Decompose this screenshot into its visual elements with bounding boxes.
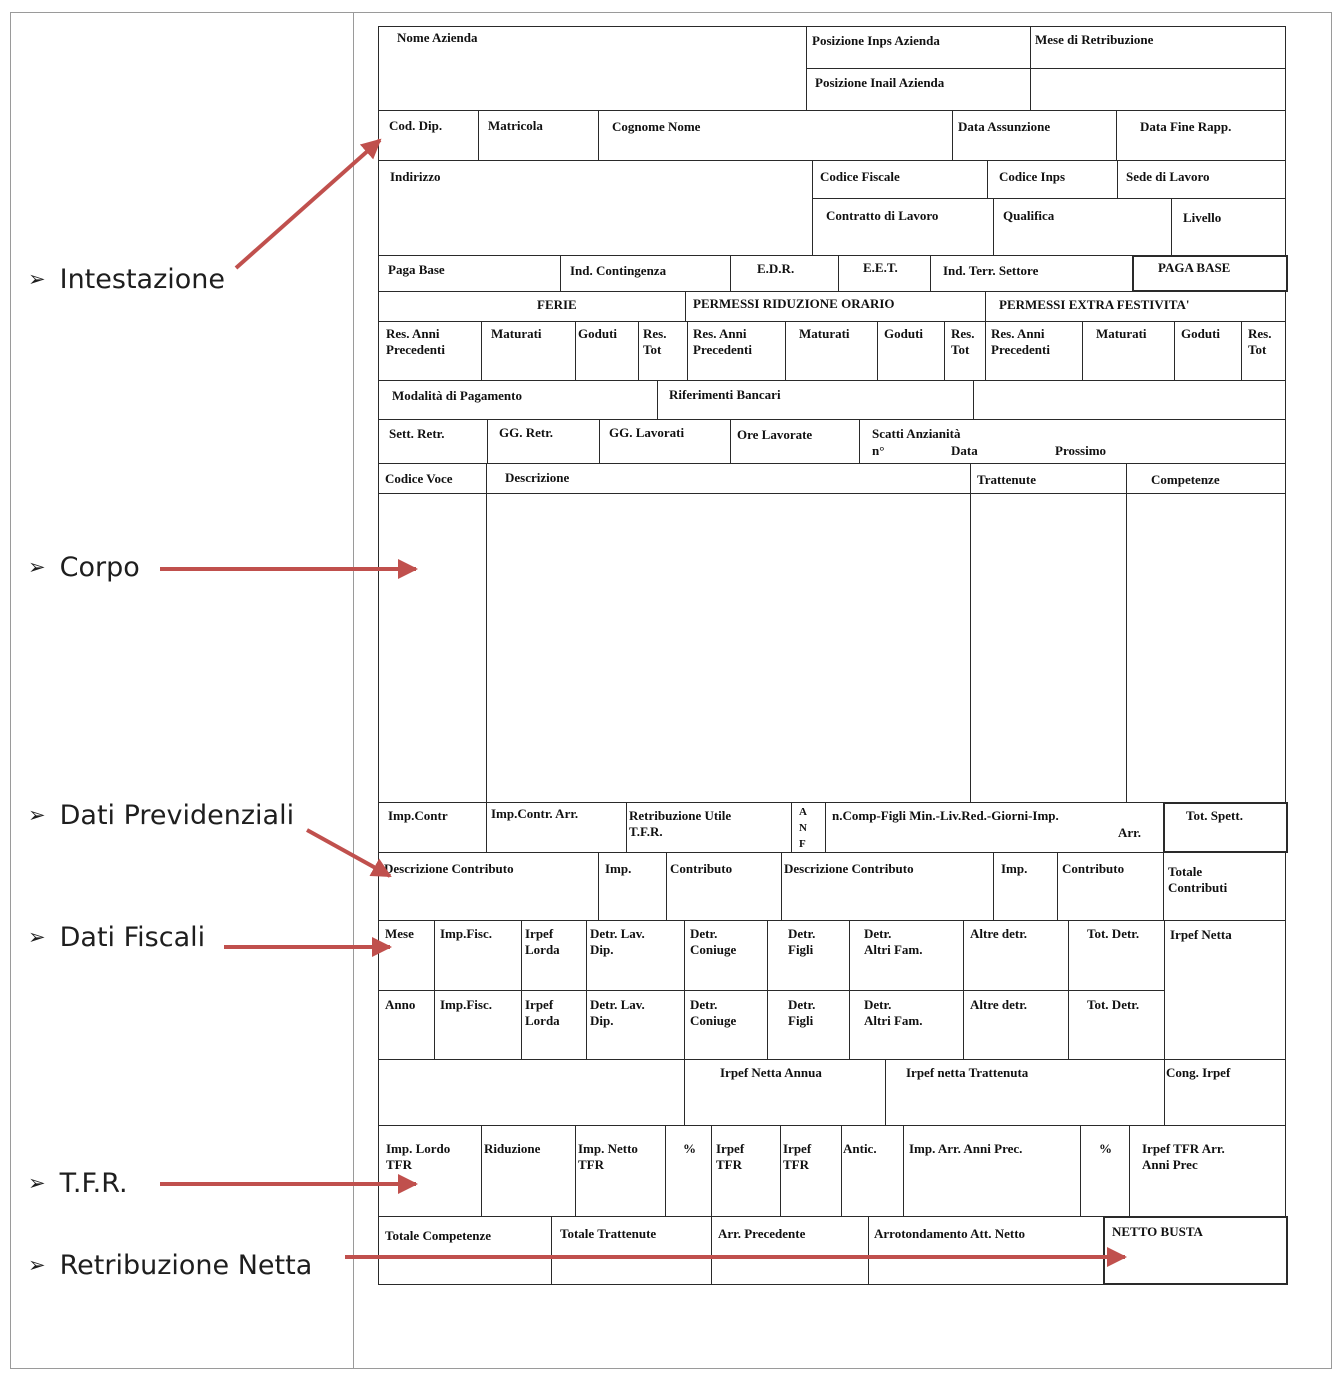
imp-contr-arr-label: Imp.Contr. Arr. bbox=[491, 806, 579, 821]
bullet-icon: ➢ bbox=[28, 267, 46, 291]
contratto-label: Contratto di Lavoro bbox=[826, 208, 939, 223]
fisc-anno-label-2: Irpef Lorda bbox=[525, 997, 560, 1028]
label-text: Retribuzione Netta bbox=[59, 1250, 313, 1281]
ferie-sub-label-4: Res. Anni Precedenti bbox=[693, 326, 752, 357]
fisc-mese-label-4: Detr. Coniuge bbox=[690, 926, 737, 957]
totale-competenze-label: Totale Competenze bbox=[385, 1228, 492, 1243]
ferie-sub-label-2: Goduti bbox=[578, 326, 618, 341]
ferie-sub-label-10: Goduti bbox=[1181, 326, 1221, 341]
label-text: Dati Fiscali bbox=[59, 922, 206, 953]
fisc-mese-label-6: Detr. Altri Fam. bbox=[864, 926, 923, 957]
ferie-sub-label-1: Maturati bbox=[491, 326, 542, 341]
arrotondamento-label: Arrotondamento Att. Netto bbox=[874, 1226, 1026, 1241]
arrow-dati-previdenziali bbox=[307, 830, 390, 876]
fisc-anno-label-8: Tot. Detr. bbox=[1087, 997, 1140, 1012]
arrow-intestazione bbox=[236, 140, 380, 268]
fisc-mese-label-3: Detr. Lav. Dip. bbox=[590, 926, 645, 957]
posizione-inps-label: Posizione Inps Azienda bbox=[812, 33, 940, 48]
ferie-sub-label-3: Res. Tot bbox=[643, 326, 667, 357]
paga-base-label: Paga Base bbox=[388, 262, 445, 277]
fisc-anno-label-1: Imp.Fisc. bbox=[440, 997, 492, 1012]
tfr-label-3: % bbox=[683, 1141, 696, 1156]
competenze-label: Competenze bbox=[1151, 472, 1220, 487]
fisc-anno-label-5: Detr. Figli bbox=[788, 997, 816, 1028]
tfr-label-1: Riduzione bbox=[484, 1141, 541, 1156]
cong-irpef-label: Cong. Irpef bbox=[1166, 1065, 1231, 1080]
anf-label: A N F bbox=[799, 806, 807, 850]
sett-retr-label: Sett. Retr. bbox=[389, 426, 445, 441]
label-text: Dati Previdenziali bbox=[59, 800, 295, 831]
bullet-icon: ➢ bbox=[28, 1253, 46, 1277]
totale-trattenute-label: Totale Trattenute bbox=[560, 1226, 657, 1241]
fisc-mese-label-0: Mese bbox=[385, 926, 414, 941]
imp-label-1: Imp. bbox=[605, 861, 632, 876]
ferie-sub-label-9: Maturati bbox=[1096, 326, 1147, 341]
tfr-label-7: Imp. Arr. Anni Prec. bbox=[909, 1141, 1023, 1156]
posizione-inail-label: Posizione Inail Azienda bbox=[815, 75, 945, 90]
trattenute-label: Trattenute bbox=[977, 472, 1036, 487]
scatti-data-label: Data bbox=[951, 443, 978, 458]
tfr-label-5: Irpef TFR bbox=[783, 1141, 812, 1172]
fisc-mese-label-2: Irpef Lorda bbox=[525, 926, 560, 957]
ore-lavorate-label: Ore Lavorate bbox=[737, 427, 813, 442]
fisc-anno-label-3: Detr. Lav. Dip. bbox=[590, 997, 645, 1028]
ferie-sub-label-11: Res. Tot bbox=[1248, 326, 1272, 357]
nome-azienda-label: Nome Azienda bbox=[397, 30, 478, 45]
codice-fiscale-label: Codice Fiscale bbox=[820, 169, 900, 184]
sede-lavoro-label: Sede di Lavoro bbox=[1126, 169, 1210, 184]
ncomp-label: n.Comp-Figli Min.-Liv.Red.-Giorni-Imp. bbox=[832, 808, 1059, 823]
permessi-riduzione-label: PERMESSI RIDUZIONE ORARIO bbox=[693, 296, 895, 311]
codice-inps-label: Codice Inps bbox=[999, 169, 1066, 184]
fisc-mese-label-1: Imp.Fisc. bbox=[440, 926, 492, 941]
tot-spett-label: Tot. Spett. bbox=[1186, 808, 1243, 823]
permessi-extra-label: PERMESSI EXTRA FESTIVITA' bbox=[999, 297, 1190, 312]
descrizione-label: Descrizione bbox=[505, 470, 570, 485]
descr-contributo-label-2: Descrizione Contributo bbox=[784, 861, 914, 876]
irpef-trattenuta-label: Irpef netta Trattenuta bbox=[906, 1065, 1029, 1080]
label-text: Corpo bbox=[59, 552, 140, 583]
scatti-label: Scatti Anzianità bbox=[872, 426, 961, 441]
label-text: T.F.R. bbox=[59, 1168, 128, 1199]
tfr-label-6: Antic. bbox=[843, 1141, 877, 1156]
ind-contingenza-label: Ind. Contingenza bbox=[570, 263, 667, 278]
tfr-label-8: % bbox=[1099, 1141, 1112, 1156]
data-fine-label: Data Fine Rapp. bbox=[1140, 119, 1232, 134]
tfr-label-0: Imp. Lordo TFR bbox=[386, 1141, 451, 1172]
bullet-icon: ➢ bbox=[28, 1171, 46, 1195]
matricola-label: Matricola bbox=[488, 118, 543, 133]
descr-contributo-label-1: Descrizione Contributo bbox=[384, 861, 514, 876]
ferie-sub-label-8: Res. Anni Precedenti bbox=[991, 326, 1050, 357]
bullet-icon: ➢ bbox=[28, 925, 46, 949]
scatti-n-label: n° bbox=[872, 443, 885, 458]
contributo-label-2: Contributo bbox=[1062, 861, 1125, 876]
totale-contributi-label: Totale Contributi bbox=[1168, 864, 1228, 895]
fisc-anno-label-6: Detr. Altri Fam. bbox=[864, 997, 923, 1028]
scatti-prossimo-label: Prossimo bbox=[1055, 443, 1107, 458]
ncomp-arr-label: Arr. bbox=[1118, 825, 1141, 840]
data-assunzione-label: Data Assunzione bbox=[958, 119, 1051, 134]
irpef-netta-annua-label: Irpef Netta Annua bbox=[720, 1065, 822, 1080]
imp-contr-label: Imp.Contr bbox=[388, 808, 448, 823]
fisc-mese-label-5: Detr. Figli bbox=[788, 926, 816, 957]
eet-label: E.E.T. bbox=[863, 260, 898, 275]
tfr-label-4: Irpef TFR bbox=[716, 1141, 745, 1172]
codice-voce-label: Codice Voce bbox=[385, 471, 453, 486]
ferie-sub-label-0: Res. Anni Precedenti bbox=[386, 326, 445, 357]
ferie-sub-label-6: Goduti bbox=[884, 326, 924, 341]
fisc-mese-label-8: Tot. Detr. bbox=[1087, 926, 1140, 941]
riferimenti-label: Riferimenti Bancari bbox=[669, 387, 781, 402]
fisc-anno-label-0: Anno bbox=[385, 997, 416, 1012]
bullet-icon: ➢ bbox=[28, 803, 46, 827]
bullet-icon: ➢ bbox=[28, 555, 46, 579]
netto-busta-label: NETTO BUSTA bbox=[1112, 1224, 1203, 1239]
ferie-label: FERIE bbox=[537, 297, 577, 312]
fisc-anno-label-4: Detr. Coniuge bbox=[690, 997, 737, 1028]
label-text: Intestazione bbox=[59, 264, 225, 295]
paga-base-totale-label: PAGA BASE bbox=[1158, 260, 1231, 275]
ferie-sub-label-7: Res. Tot bbox=[951, 326, 975, 357]
arr-precedente-label: Arr. Precedente bbox=[718, 1226, 806, 1241]
imp-label-2: Imp. bbox=[1001, 861, 1028, 876]
modalita-label: Modalità di Pagamento bbox=[392, 388, 522, 403]
mese-retribuzione-label: Mese di Retribuzione bbox=[1035, 32, 1154, 47]
fisc-mese-label-7: Altre detr. bbox=[970, 926, 1028, 941]
qualifica-label: Qualifica bbox=[1003, 208, 1055, 223]
fisc-anno-label-7: Altre detr. bbox=[970, 997, 1028, 1012]
edr-label: E.D.R. bbox=[757, 261, 795, 276]
tfr-label-2: Imp. Netto TFR bbox=[578, 1141, 638, 1172]
retribuzione-utile-label: Retribuzione Utile T.F.R. bbox=[629, 808, 732, 839]
gg-lavorati-label: GG. Lavorati bbox=[609, 425, 685, 440]
ind-terr-label: Ind. Terr. Settore bbox=[943, 263, 1039, 278]
ferie-sub-label-5: Maturati bbox=[799, 326, 850, 341]
livello-label: Livello bbox=[1183, 210, 1222, 225]
cod-dip-label: Cod. Dip. bbox=[389, 118, 443, 133]
tfr-label-9: Irpef TFR Arr. Anni Prec bbox=[1142, 1141, 1225, 1172]
cognome-nome-label: Cognome Nome bbox=[612, 119, 701, 134]
indirizzo-label: Indirizzo bbox=[390, 169, 441, 184]
contributo-label-1: Contributo bbox=[670, 861, 733, 876]
gg-retr-label: GG. Retr. bbox=[499, 425, 554, 440]
irpef-netta-label: Irpef Netta bbox=[1170, 927, 1232, 942]
